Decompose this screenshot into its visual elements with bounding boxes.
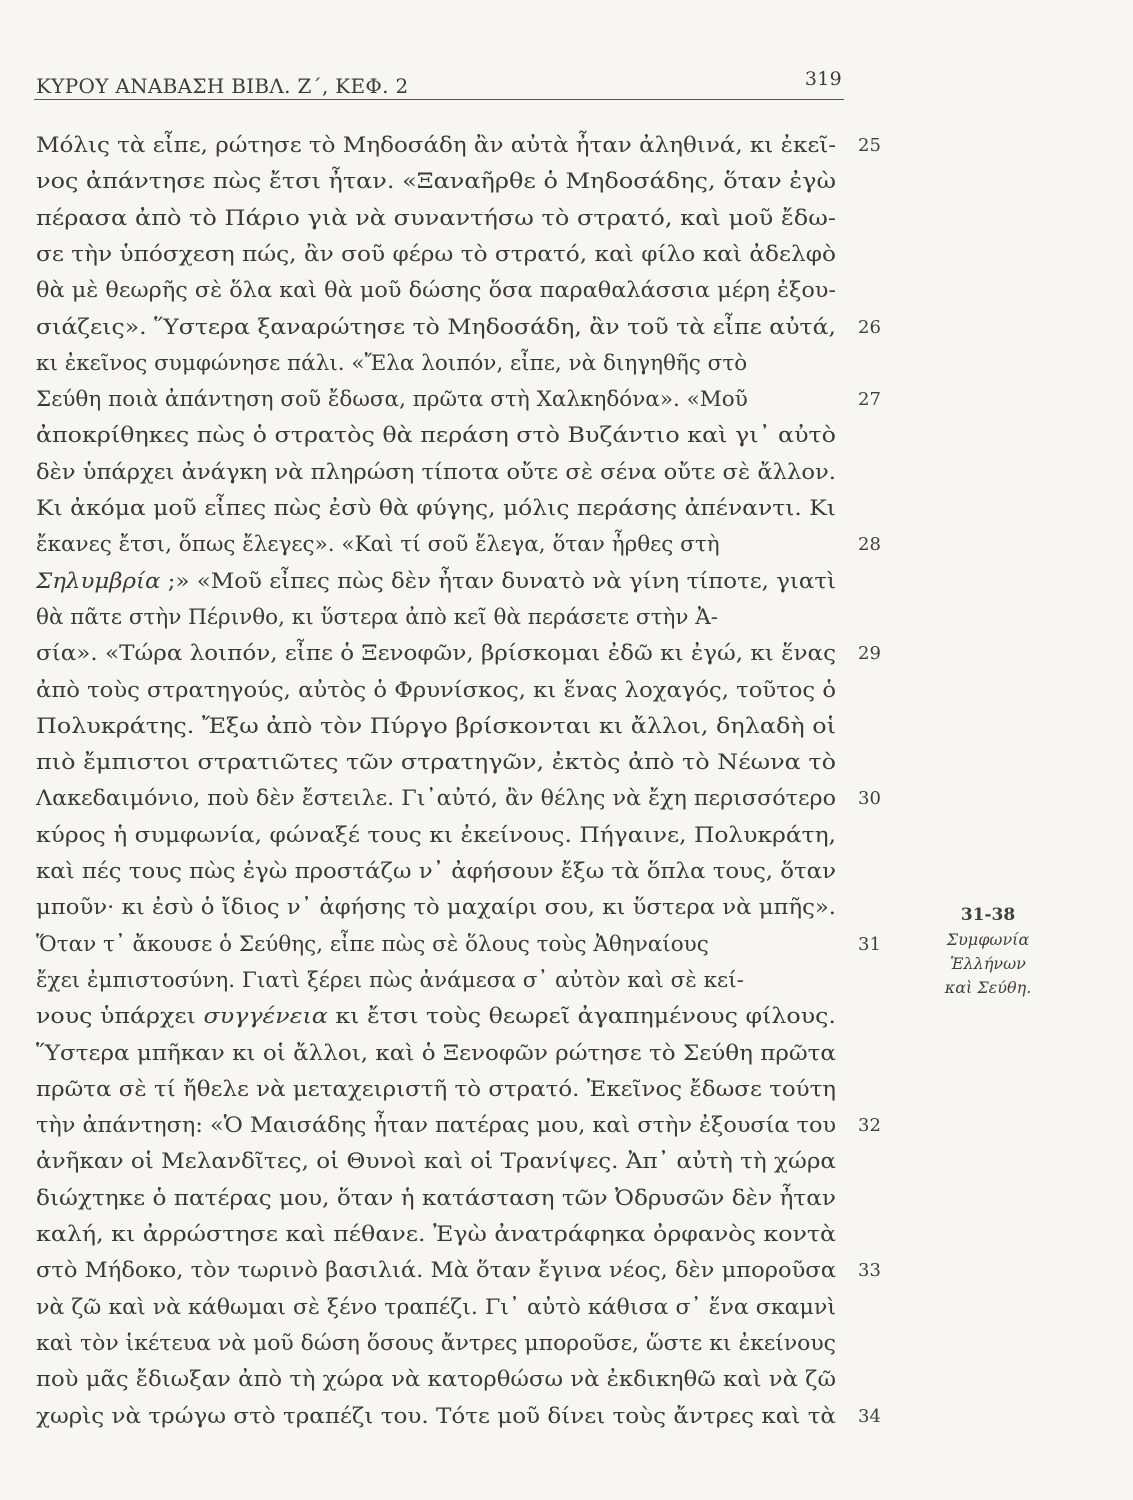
margin-note-line-3: καὶ Σεύθη. [944, 978, 1032, 997]
text-line-content [36, 564, 836, 600]
text-line-content: Μόλις τὰ εἶπε, ρώτησε τὸ Μηδοσάδη ἂν αὐτὰ ἦταν ἀληθινά, κι ἐκεῖ- [36, 133, 837, 158]
text-line-content: Ὅταν τ᾿ ἄκουσε ὁ Σεύθης, εἶπε πὼς σὲ ὅλους τοὺς Ἀθηναίους [36, 931, 709, 957]
text-line [36, 999, 836, 1035]
text-line [36, 418, 837, 454]
text-line-content: νὰ ζῶ καὶ νὰ κάθωμαι σὲ ξένο τραπέζι. Γι᾿ αὐτὸ κάθισα σ᾿ ἕνα σκαμνὶ [36, 1294, 836, 1320]
text-line [36, 745, 837, 781]
text-line [36, 927, 709, 963]
text-line-content: θὰ πᾶτε στὴν Πέρινθο, κι ὕστερα ἀπὸ κεῖ θὰ περάσετε στὴν Ἀ- [36, 604, 719, 630]
margin-note-range: 31-38 [960, 905, 1016, 925]
text-line-content: πέρασα ἀπὸ τὸ Πάριο γιὰ νὰ συναντήσω τὸ στρατό, καὶ μοῦ ἔδω- [36, 205, 837, 231]
text-line [36, 854, 836, 890]
text-line [36, 564, 837, 600]
header-rule [34, 99, 844, 100]
text-line-content: Πολυκράτης. Ἔξω ἀπὸ τὸν Πύργο βρίσκονται κι ἄλλοι, δηλαδὴ οἱ [36, 713, 836, 739]
text-line [36, 1036, 836, 1072]
page-number: 319 [804, 68, 842, 90]
text-line [36, 527, 720, 563]
text-line-content: ἀπὸ τοὺς στρατηγούς, αὐτὸς ὁ Φρυνίσκος, κι ἕνας λοχαγός, τοῦτος ὁ [36, 677, 837, 703]
text-line-content: δὲν ὑπάρχει ἀνάγκη νὰ πληρώση τίποτα οὔτε σὲ σένα οὔτε σὲ ἄλλον. [36, 459, 836, 485]
text-line-content: διώχτηκε ὁ πατέρας μου, ὅταν ἡ κατάσταση τῶν Ὀδρυσῶν δὲν ἦταν [36, 1185, 836, 1211]
text-line [36, 382, 748, 418]
text-line-content: νος ἀπάντησε πὼς ἔτσι ἦταν. «Ξαναῆρθε ὁ Μηδοσάδης, ὅταν ἐγὼ [36, 169, 836, 195]
italic-term: Σηλυμβρία [36, 568, 161, 594]
text-line [36, 1217, 837, 1253]
text-line-content: Ὕστερα μπῆκαν κι οἱ ἄλλοι, καὶ ὁ Ξενοφῶν ρώτησε τὸ Σεύθη πρῶτα [36, 1040, 836, 1066]
text-line [36, 963, 744, 999]
text-line [36, 709, 836, 745]
text-line-content: καλή, κι ἀρρώστησε καὶ πέθανε. Ἐγὼ ἀνατράφηκα ὀρφανὸς κοντὰ [36, 1222, 837, 1247]
text-line-content: σε τὴν ὑπόσχεση πώς, ἂν σοῦ φέρω τὸ στρατό, καὶ φίλο καὶ ἀδελφὸ [36, 241, 837, 267]
text-line [36, 164, 836, 200]
text-line-content: Σεύθη ποιὰ ἀπάντηση σοῦ ἔδωσα, πρῶτα στὴ Χαλκηδόνα». «Μοῦ [36, 387, 748, 413]
line-number: 32 [858, 1115, 881, 1137]
text-line [36, 890, 837, 926]
line-number: 27 [858, 389, 881, 411]
line-number: 34 [858, 1405, 881, 1427]
text-line [36, 673, 837, 709]
text-line [36, 273, 836, 309]
text-line-content: Λακεδαιμόνιο, ποὺ δὲν ἔστειλε. Γι᾿αὐτό, ἂν θέλης νὰ ἔχη περισσότερο [36, 786, 836, 812]
line-number: 29 [858, 643, 881, 665]
text-line-content: κύρος ἡ συμφωνία, φώναξέ τους κι ἐκείνους. Πήγαινε, Πολυκράτη, [36, 822, 837, 848]
text-segment: νους ὑπάρχει [36, 1004, 204, 1030]
line-number: 26 [858, 316, 881, 338]
text-line [36, 1326, 836, 1362]
text-line-content: ἔκανες ἔτσι, ὅπως ἔλεγες». «Καὶ τί σοῦ ἔλεγα, ὅταν ἦρθες στὴ [36, 532, 720, 558]
text-line [36, 818, 837, 854]
text-segment: κι ἔτσι τοὺς θεωρεῖ ἀγαπημένους φίλους. [327, 1004, 836, 1030]
line-number: 30 [858, 788, 881, 810]
text-line [36, 201, 837, 237]
text-line-content: Κι ἀκόμα μοῦ εἶπες πὼς ἐσὺ θὰ φύγης, μόλις περάσης ἀπέναντι. Κι [36, 496, 836, 521]
text-line [36, 1181, 836, 1217]
text-line [36, 1108, 837, 1144]
text-line [36, 310, 837, 346]
text-line [36, 1362, 837, 1398]
text-line [36, 128, 837, 164]
text-line [36, 491, 836, 527]
text-line-content: καὶ πές τους πὼς ἐγὼ προστάζω ν᾿ ἀφήσουν ἔξω τὰ ὅπλα τους, ὅταν [36, 859, 836, 884]
text-line-content: χωρὶς νὰ τρώγω στὸ τραπέζι του. Τότε μοῦ δίνει τοὺς ἄντρες καὶ τὰ [36, 1403, 836, 1429]
line-number: 33 [858, 1260, 881, 1282]
text-line-content: πιὸ ἔμπιστοι στρατιῶτες τῶν στρατηγῶν, ἐκτὸς ἀπὸ τὸ Νέωνα τὸ [36, 750, 837, 776]
text-line-content: πρῶτα σὲ τί ἤθελε νὰ μεταχειριστῆ τὸ στρατό. Ἐκεῖνος ἔδωσε τούτη [36, 1076, 837, 1102]
text-line [36, 1399, 836, 1435]
text-line [36, 1253, 836, 1289]
text-line-content: στὸ Μήδοκο, τὸν τωρινὸ βασιλιά. Μὰ ὅταν ἔγινα νέος, δὲν μποροῦσα [36, 1258, 836, 1284]
margin-note [918, 902, 1058, 1000]
text-line-content: κι ἐκεῖνος συμφώνησε πάλι. «Ἔλα λοιπόν, εἶπε, νὰ διηγηθῆς στὸ [36, 350, 748, 376]
text-line-content: θὰ μὲ θεωρῆς σὲ ὅλα καὶ θὰ μοῦ δώσης ὅσα παραθαλάσσια μέρη ἐξου- [36, 278, 836, 304]
text-line-content: καὶ τὸν ἱκέτευα νὰ μοῦ δώση ὅσους ἄντρες μποροῦσε, ὥστε κι ἐκείνους [36, 1330, 836, 1356]
line-number: 31 [858, 933, 881, 955]
text-line-content: σιάζεις». Ὕστερα ξαναρώτησε τὸ Μηδοσάδη, ἂν τοῦ τὰ εἶπε αὐτά, [36, 314, 837, 340]
text-line-content: ἀνῆκαν οἱ Μελανδῖτες, οἱ Θυνοὶ καὶ οἱ Τρανίψες. Ἀπ᾿ αὐτὴ τὴ χώρα [36, 1149, 837, 1175]
text-line [36, 1290, 836, 1326]
text-line [36, 237, 837, 273]
text-line-content: ποὺ μᾶς ἔδιωξαν ἀπὸ τὴ χώρα νὰ κατορθώσω νὰ ἐκδικηθῶ καὶ νὰ ζῶ [36, 1367, 837, 1393]
line-number: 28 [858, 534, 881, 556]
text-line [36, 346, 747, 382]
running-head [36, 68, 842, 100]
text-line [36, 781, 836, 817]
italic-term: συγγένεια [203, 1004, 328, 1030]
text-line-content: ἔχει ἐμπιστοσύνη. Γιατὶ ξέρει πὼς ἀνάμεσα σ᾿ αὐτὸν καὶ σὲ κεί- [36, 967, 744, 993]
line-number: 25 [858, 135, 881, 156]
margin-note-line-2: Ἑλλήνων [950, 954, 1026, 973]
text-segment: ;» «Μοῦ εἶπες πὼς δὲν ἦταν δυνατὸ νὰ γίνη τίποτε, γιατὶ [160, 568, 837, 594]
text-line [36, 455, 836, 491]
running-title: ΚΥΡΟΥ ΑΝΑΒΑΣΗ ΒΙΒΛ. Ζ΄, ΚΕΦ. 2 [36, 74, 409, 98]
text-line-content: τὴν ἀπάντηση: «Ὁ Μαισάδης ἦταν πατέρας μου, καὶ στὴν ἐξουσία του [36, 1113, 837, 1139]
text-line-content: ἀποκρίθηκες πὼς ὁ στρατὸς θὰ περάση στὸ Βυζάντιο καὶ γι᾿ αὐτὸ [36, 423, 837, 449]
text-line-content [36, 999, 836, 1035]
text-line [36, 1072, 837, 1108]
margin-note-line-1: Συμφωνία [946, 930, 1030, 949]
text-line [36, 600, 718, 636]
text-line-content: μποῦν· κι ἐσὺ ὁ ἴδιος ν᾿ ἀφήσης τὸ μαχαίρι σου, κι ὕστερα νὰ μπῆς». [36, 895, 837, 921]
text-line-content: σία». «Τώρα λοιπόν, εἶπε ὁ Ξενοφῶν, βρίσκομαι ἐδῶ κι ἐγώ, κι ἕνας [36, 641, 836, 667]
text-line [36, 636, 836, 672]
text-line [36, 1144, 837, 1180]
